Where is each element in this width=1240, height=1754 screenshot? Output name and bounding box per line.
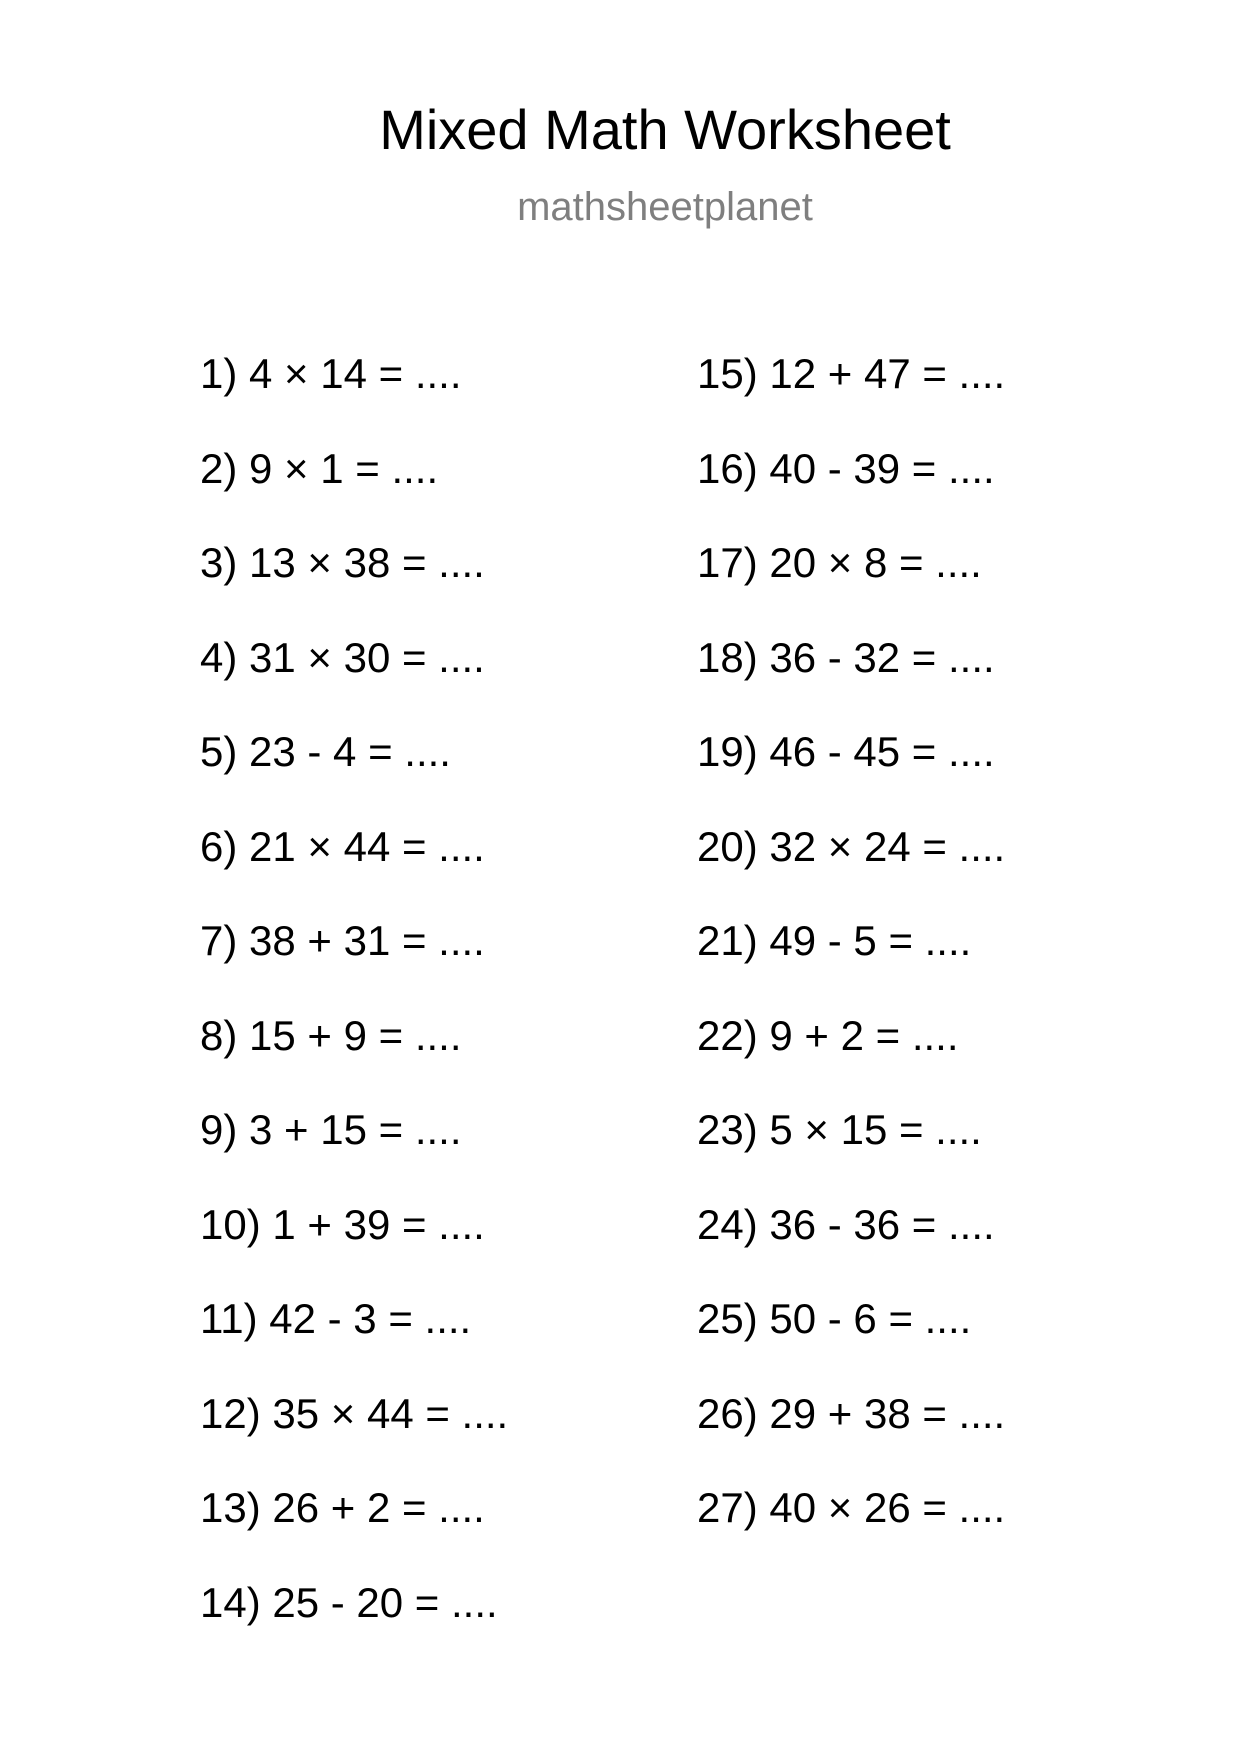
- problem-column-left: [200, 350, 508, 1673]
- problem-item: 8) 15 + 9 = ....: [200, 1011, 462, 1059]
- problem-item: 17) 20 × 8 = ....: [697, 539, 982, 586]
- worksheet-subtitle: mathsheetplanet: [517, 185, 813, 229]
- problem-item: 16) 40 - 39 = ....: [697, 444, 995, 492]
- problem-item: 20) 32 × 24 = ....: [697, 822, 1006, 870]
- problem-item: 5) 23 - 4 = ....: [200, 728, 451, 775]
- worksheet-title: Mixed Math Worksheet: [379, 98, 951, 161]
- problem-item: 18) 36 - 32 = ....: [697, 633, 995, 681]
- problem-item: 3) 13 × 38 = ....: [200, 539, 485, 586]
- problem-item: 13) 26 + 2 = ....: [200, 1484, 485, 1531]
- problem-item: 11) 42 - 3 = ....: [200, 1295, 472, 1342]
- problem-item: 22) 9 + 2 = ....: [697, 1011, 959, 1059]
- problem-item: 12) 35 × 44 = ....: [200, 1389, 509, 1437]
- problem-item: 24) 36 - 36 = ....: [697, 1200, 995, 1248]
- problem-item: 14) 25 - 20 = ....: [200, 1578, 498, 1626]
- problem-item: 4) 31 × 30 = ....: [200, 633, 485, 681]
- problem-item: 15) 12 + 47 = ....: [697, 350, 1006, 397]
- problem-item: 23) 5 × 15 = ....: [697, 1106, 982, 1153]
- problem-column-right: [697, 350, 1005, 1579]
- problem-item: 10) 1 + 39 = ....: [200, 1200, 485, 1248]
- problem-item: 7) 38 + 31 = ....: [200, 917, 485, 964]
- problem-item: 25) 50 - 6 = ....: [697, 1295, 972, 1342]
- problem-item: 1) 4 × 14 = ....: [200, 350, 462, 397]
- problem-item: 27) 40 × 26 = ....: [697, 1484, 1006, 1531]
- problem-item: 6) 21 × 44 = ....: [200, 822, 485, 870]
- problem-item: 9) 3 + 15 = ....: [200, 1106, 462, 1153]
- problem-item: 21) 49 - 5 = ....: [697, 917, 972, 964]
- problem-item: 19) 46 - 45 = ....: [697, 728, 995, 775]
- problem-item: 2) 9 × 1 = ....: [200, 444, 439, 492]
- problem-item: 26) 29 + 38 = ....: [697, 1389, 1006, 1437]
